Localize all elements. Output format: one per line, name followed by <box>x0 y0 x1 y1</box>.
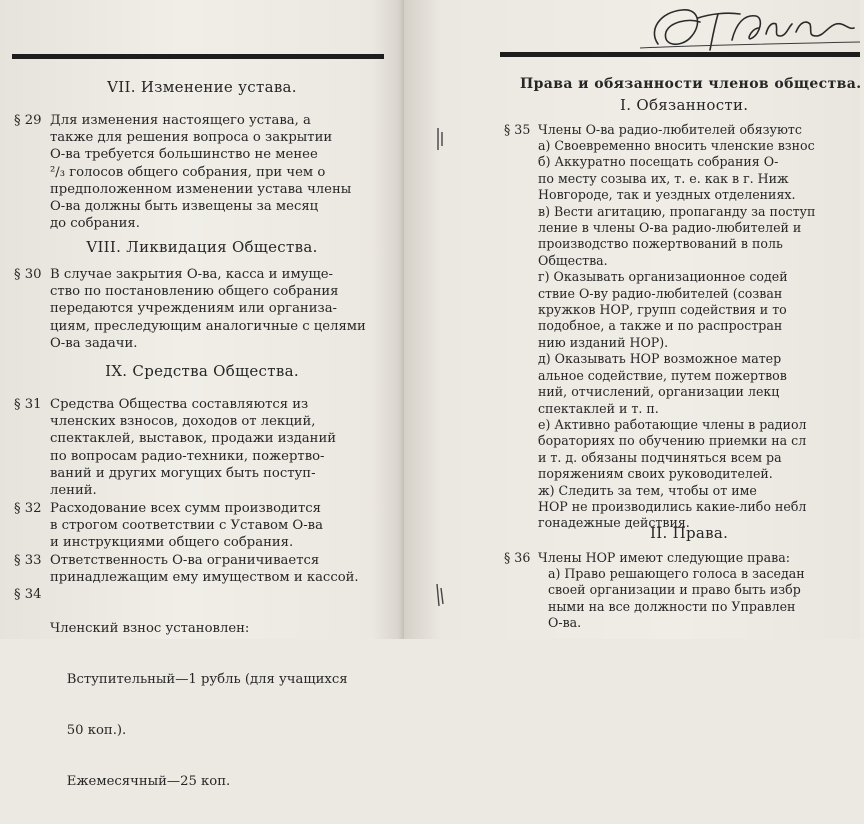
line: по месту созыва их, т. е. как в г. Ниж <box>538 170 789 186</box>
paragraph-lines <box>50 396 336 499</box>
rights-items <box>548 566 805 632</box>
line: ление в члены О-ва радио-любителей и <box>538 220 802 236</box>
line: бораториях по обучению приемки на сл <box>538 433 807 449</box>
line: Средства Общества составляются из <box>50 397 309 412</box>
duties-items <box>538 138 815 532</box>
line: альное содействие, путем пожертвов <box>538 367 787 383</box>
page-title: Права и обязанности членов общества. <box>520 76 862 92</box>
paragraph-number: § 36 <box>504 550 531 565</box>
paragraph-number: § 30 <box>14 267 42 282</box>
line: Ответственность О-ва ограничивается <box>50 553 320 568</box>
line: по вопросам радио-техники, пожертво- <box>50 448 325 464</box>
paragraph-lines <box>50 266 366 352</box>
line: своей организации и право быть избр <box>548 582 801 598</box>
heading-ix: IX. Средства Общества. <box>105 362 299 380</box>
line: и т. д. обязаны подчиняться всем ра <box>538 449 782 465</box>
line: ствие О-ву радио-любителей (созван <box>538 285 783 301</box>
paragraph-number: § 33 <box>14 553 42 568</box>
line: Ежемесячный—25 коп. <box>50 774 231 789</box>
line: циям, преследующим аналогичные с целями <box>50 318 366 334</box>
line: нию изданий НОР). <box>538 334 669 350</box>
line: и инструкциями общего собрания. <box>50 535 294 551</box>
line: ний, отчислений, организации лекц <box>538 384 780 400</box>
top-rule-left <box>12 54 384 59</box>
heading-vii: VII. Изменение устава. <box>107 78 297 96</box>
duty-item-a: а) Своевременно вносить членские взнос <box>538 138 815 153</box>
line: гонадежные действия. <box>538 515 690 531</box>
signature-graphic <box>640 0 860 60</box>
line: Общества. <box>538 252 608 268</box>
line: передаются учреждениям или организа- <box>50 301 338 317</box>
heading-duties: I. Обязанности. <box>620 96 749 114</box>
left-page <box>0 0 404 789</box>
line: кружков НОР, групп содействия и то <box>538 302 787 318</box>
line: ваний и других могущих быть поступ- <box>50 465 316 481</box>
right-page <box>404 0 860 639</box>
heading-rights: II. Права. <box>650 524 729 542</box>
paragraph-number: § 29 <box>14 113 42 128</box>
paragraph-number: § 35 <box>504 122 531 137</box>
line: Членский взнос установлен: <box>50 621 250 636</box>
line: лений. <box>50 483 97 499</box>
line: 50 коп.). <box>50 723 127 738</box>
duty-item-e: е) Активно работающие члены в радиол <box>538 416 807 432</box>
line: О-ва. <box>548 615 582 631</box>
right-item-a: а) Право решающего голоса в заседан <box>548 566 805 581</box>
line: Вступительный—1 рубль (для учащихся <box>50 672 348 687</box>
line: В случае закрытия О-ва, касса и имуще- <box>50 267 333 282</box>
line: в строгом соответствии с Уставом О-ва <box>50 518 323 534</box>
paragraph-number: § 32 <box>14 501 42 516</box>
line: Для изменения настоящего устава, а <box>50 113 311 128</box>
duty-item-g: г) Оказывать организационное содей <box>538 269 788 285</box>
paragraph-lines <box>50 552 359 586</box>
paragraph-lines <box>50 586 348 824</box>
line: ²/₃ голосов общего собрания, при чем о <box>50 164 326 180</box>
paragraph-intro: Члены О-ва радио-любителей обязуютс <box>538 122 802 137</box>
line: ство по постановлению общего собрания <box>50 284 339 300</box>
margin-marks <box>432 128 448 608</box>
line: О-ва должны быть извещены за месяц <box>50 199 319 215</box>
line: подобное, а также и по распростран <box>538 318 783 334</box>
paragraph-lines <box>50 112 351 232</box>
line: О-ва задачи. <box>50 335 138 351</box>
paragraph-number: § 34 <box>14 587 42 602</box>
top-rule-right <box>500 52 860 57</box>
line: ными на все должности по Управлен <box>548 598 796 614</box>
line: производство пожертвований в поль <box>538 236 783 252</box>
line: членских взносов, доходов от лекций, <box>50 414 316 430</box>
duty-item-b: б) Аккуратно посещать собрания О- <box>538 154 779 170</box>
line: поряжениям своих руководителей. <box>538 466 773 482</box>
heading-viii: VIII. Ликвидация Общества. <box>86 238 318 256</box>
line: О-ва требуется большинство не менее <box>50 147 318 163</box>
line: спектаклей, выставок, продажи изданий <box>50 431 337 447</box>
line: принадлежащим ему имуществом и кассой. <box>50 570 359 586</box>
duty-item-d: д) Оказывать НОР возможное матер <box>538 351 782 367</box>
duty-item-zh: ж) Следить за тем, чтобы от име <box>538 482 757 498</box>
line: также для решения вопроса о закрытии <box>50 130 333 146</box>
paragraph-lines <box>50 500 323 552</box>
line: Расходование всех сумм производится <box>50 501 321 516</box>
line: НОР не производились какие-либо небл <box>538 498 807 514</box>
paragraph-number: § 31 <box>14 397 42 412</box>
line: спектаклей и т. п. <box>538 400 659 416</box>
line: Новгороде, так и уездных отделениях. <box>538 187 796 203</box>
paragraph-intro: Члены НОР имеют следующие права: <box>538 550 790 565</box>
line: до собрания. <box>50 216 140 232</box>
duty-item-v: в) Вести агитацию, пропаганду за поступ <box>538 203 816 219</box>
line: предположенном изменении устава члены <box>50 181 352 197</box>
